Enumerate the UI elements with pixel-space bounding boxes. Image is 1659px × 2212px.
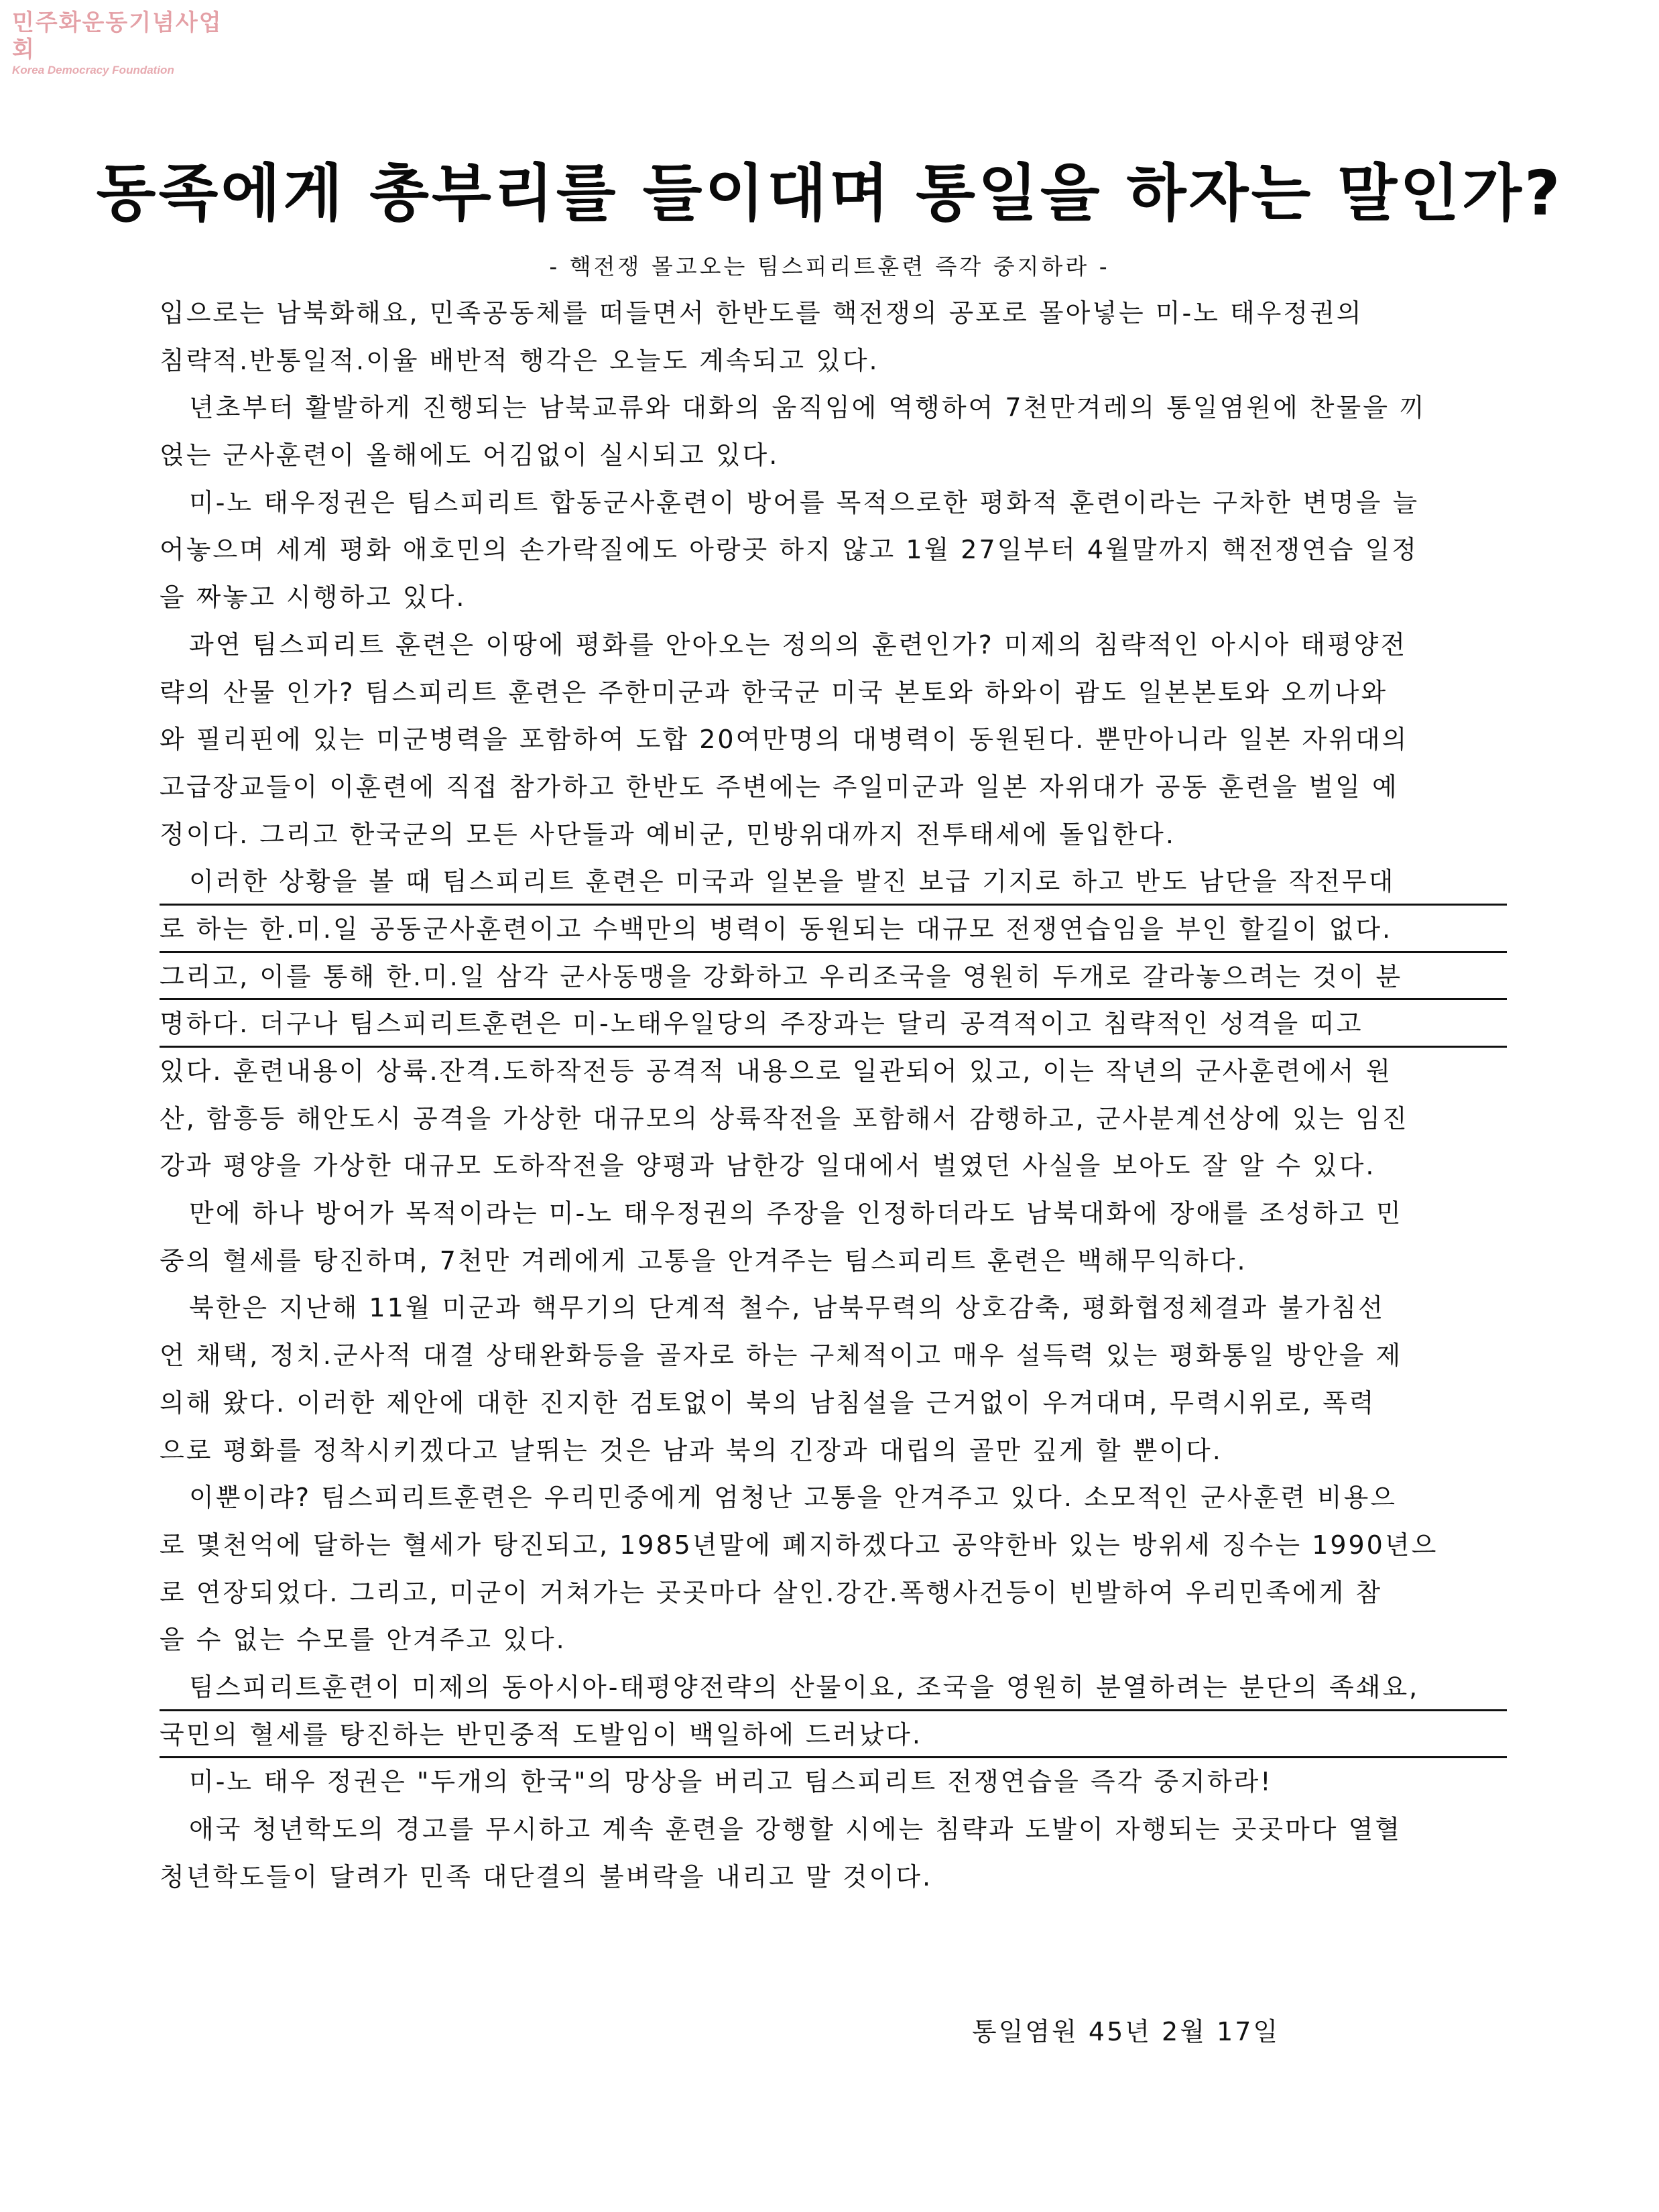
text-line: 만에 하나 방어가 목적이라는 미-노 태우정권의 주장을 인정하더라도 남북대화에 장애를 조성하고 민 [189,1199,1403,1229]
underlined-line: 그리고, 이를 통해 한.미.일 삼각 군사동맹을 강화하고 우리조국을 영원히 두개로 갈라놓으려는 것이 분 [160,953,1507,1001]
text-line: 애국 청년학도의 경고를 무시하고 계속 훈련을 강행할 시에는 침략과 도발이 자행되는 곳곳마다 열혈 [189,1815,1402,1844]
text-line: 언 채택, 정치.군사적 대결 상태완화등을 골자로 하는 구체적이고 매우 설득력 있는 평화통일 방안을 제 [160,1341,1403,1371]
document-body [160,290,1507,1900]
underlined-line: 로 하는 한.미.일 공동군사훈련이고 수백만의 병력이 동원되는 대규모 전쟁연습임을 부인 할길이 없다. [160,906,1507,953]
text-line: 고급장교들이 이훈련에 직접 참가하고 한반도 주변에는 주일미군과 일본 자위대가 공동 훈련을 벌일 예 [160,772,1399,802]
text-line: 얹는 군사훈련이 올해에도 어김없이 실시되고 있다. [160,440,780,471]
text-line: 중의 혈세를 탕진하며, 7천만 겨레에게 고통을 안겨주는 팀스피리트 훈련은 백해무익하다. [160,1245,1247,1276]
text-line: 침략적.반통일적.이율 배반적 행각은 오늘도 계속되고 있다. [160,345,879,375]
underlined-line: 국민의 혈세를 탕진하는 반민중적 도발임이 백일하에 드러났다. [160,1711,1507,1759]
underlined-line: 명하다. 더구나 팀스피리트훈련은 미-노태우일당의 주장과는 달리 공격적이고 침략적인 성격을 띠고 [160,1000,1507,1048]
text-line: 의해 왔다. 이러한 제안에 대한 진지한 검토없이 북의 남침설을 근거없이 우겨대며, 무력시위로, 폭력 [160,1388,1376,1418]
page-title: 동족에게 총부리를 들이대며 통일을 하자는 말인가? [96,158,1563,229]
underlined-line: 이러한 상황을 볼 때 팀스피리트 훈련은 미국과 일본을 발진 보급 기지로 하고 반도 남단을 작전무대 [160,858,1507,906]
text-line: 으로 평화를 정착시키겠다고 날뛰는 것은 남과 북의 긴장과 대립의 골만 깊게 할 뿐이다. [160,1435,1223,1465]
text-line: 산, 함흥등 해안도시 공격을 가상한 대규모의 상륙작전을 포함해서 감행하고, 군사분계선상에 있는 임진 [160,1103,1409,1133]
document-date: 통일염원 45년 2월 17일 [972,2017,1280,2046]
underlined-line: 팀스피리트훈련이 미제의 동아시아-태평양전략의 산물이요, 조국을 영원히 분열하려는 분단의 족쇄요, [160,1664,1507,1711]
text-line: 정이다. 그리고 한국군의 모든 사단들과 예비군, 민방위대까지 전투태세에 돌입한다. [160,819,1176,849]
watermark-english: Korea Democracy Foundation [12,64,174,76]
text-line: 미-노 태우 정권은 "두개의 한국"의 망상을 버리고 팀스피리트 전쟁연습을 즉각 중지하라! [189,1767,1273,1797]
text-line: 입으로는 남북화해요, 민족공동체를 떠들면서 한반도를 핵전쟁의 공포로 몰아넣는 미-노 태우정권의 [160,298,1363,328]
text-line: 청년학도들이 달려가 민족 대단결의 불벼락을 내리고 말 것이다. [160,1861,933,1892]
watermark-korean: 민주화운동기념사업회 [12,9,223,63]
text-line: 로 몇천억에 달하는 혈세가 탕진되고, 1985년말에 폐지하겠다고 공약한바 있는 방위세 징수는 1990년으 [160,1530,1438,1560]
text-line: 있다. 훈련내용이 상륙.잔격.도하작전등 공격적 내용으로 일관되어 있고, 이는 작년의 군사훈련에서 원 [160,1056,1393,1086]
text-line: 을 수 없는 수모를 안겨주고 있다. [160,1625,566,1655]
text-line: 과연 팀스피리트 훈련은 이땅에 평화를 안아오는 정의의 훈련인가? 미제의 침략적인 아시아 태평양전 [189,629,1408,660]
text-line: 로 연장되었다. 그리고, 미군이 거쳐가는 곳곳마다 살인.강간.폭행사건등이 빈발하여 우리민족에게 참 [160,1577,1383,1607]
text-line: 을 짜놓고 시행하고 있다. [160,582,467,613]
text-line: 와 필리핀에 있는 미군병력을 포함하여 도합 20여만명의 대병력이 동원된다. 뿐만아니라 일본 자위대의 [160,725,1409,755]
text-line: 강과 평양을 가상한 대규모 도하작전을 양평과 남한강 일대에서 벌였던 사실을 보아도 잘 알 수 있다. [160,1151,1376,1181]
text-line: 미-노 태우정권은 팀스피리트 합동군사훈련이 방어를 목적으로한 평화적 훈련이라는 구차한 변명을 늘 [189,487,1420,517]
text-line: 년초부터 활발하게 진행되는 남북교류와 대화의 움직임에 역행하여 7천만겨레의 통일염원에 찬물을 끼 [189,393,1426,423]
page-subtitle: - 핵전쟁 몰고오는 팀스피리트훈련 즉각 중지하라 - [549,253,1110,280]
text-line: 어놓으며 세계 평화 애호민의 손가락질에도 아랑곳 하지 않고 1월 27일부터 4월말까지 핵전쟁연습 일정 [160,535,1418,565]
text-line: 북한은 지난해 11월 미군과 핵무기의 단계적 철수, 남북무력의 상호감축, 평화협정체결과 불가침선 [189,1293,1385,1323]
text-line: 략의 산물 인가? 팀스피리트 훈련은 주한미군과 한국군 미국 본토와 하와이 괌도 일본본토와 오끼나와 [160,677,1388,707]
text-line: 이뿐이랴? 팀스피리트훈련은 우리민중에게 엄청난 고통을 안겨주고 있다. 소모적인 군사훈련 비용으 [189,1483,1397,1513]
watermark-logo [12,9,227,78]
